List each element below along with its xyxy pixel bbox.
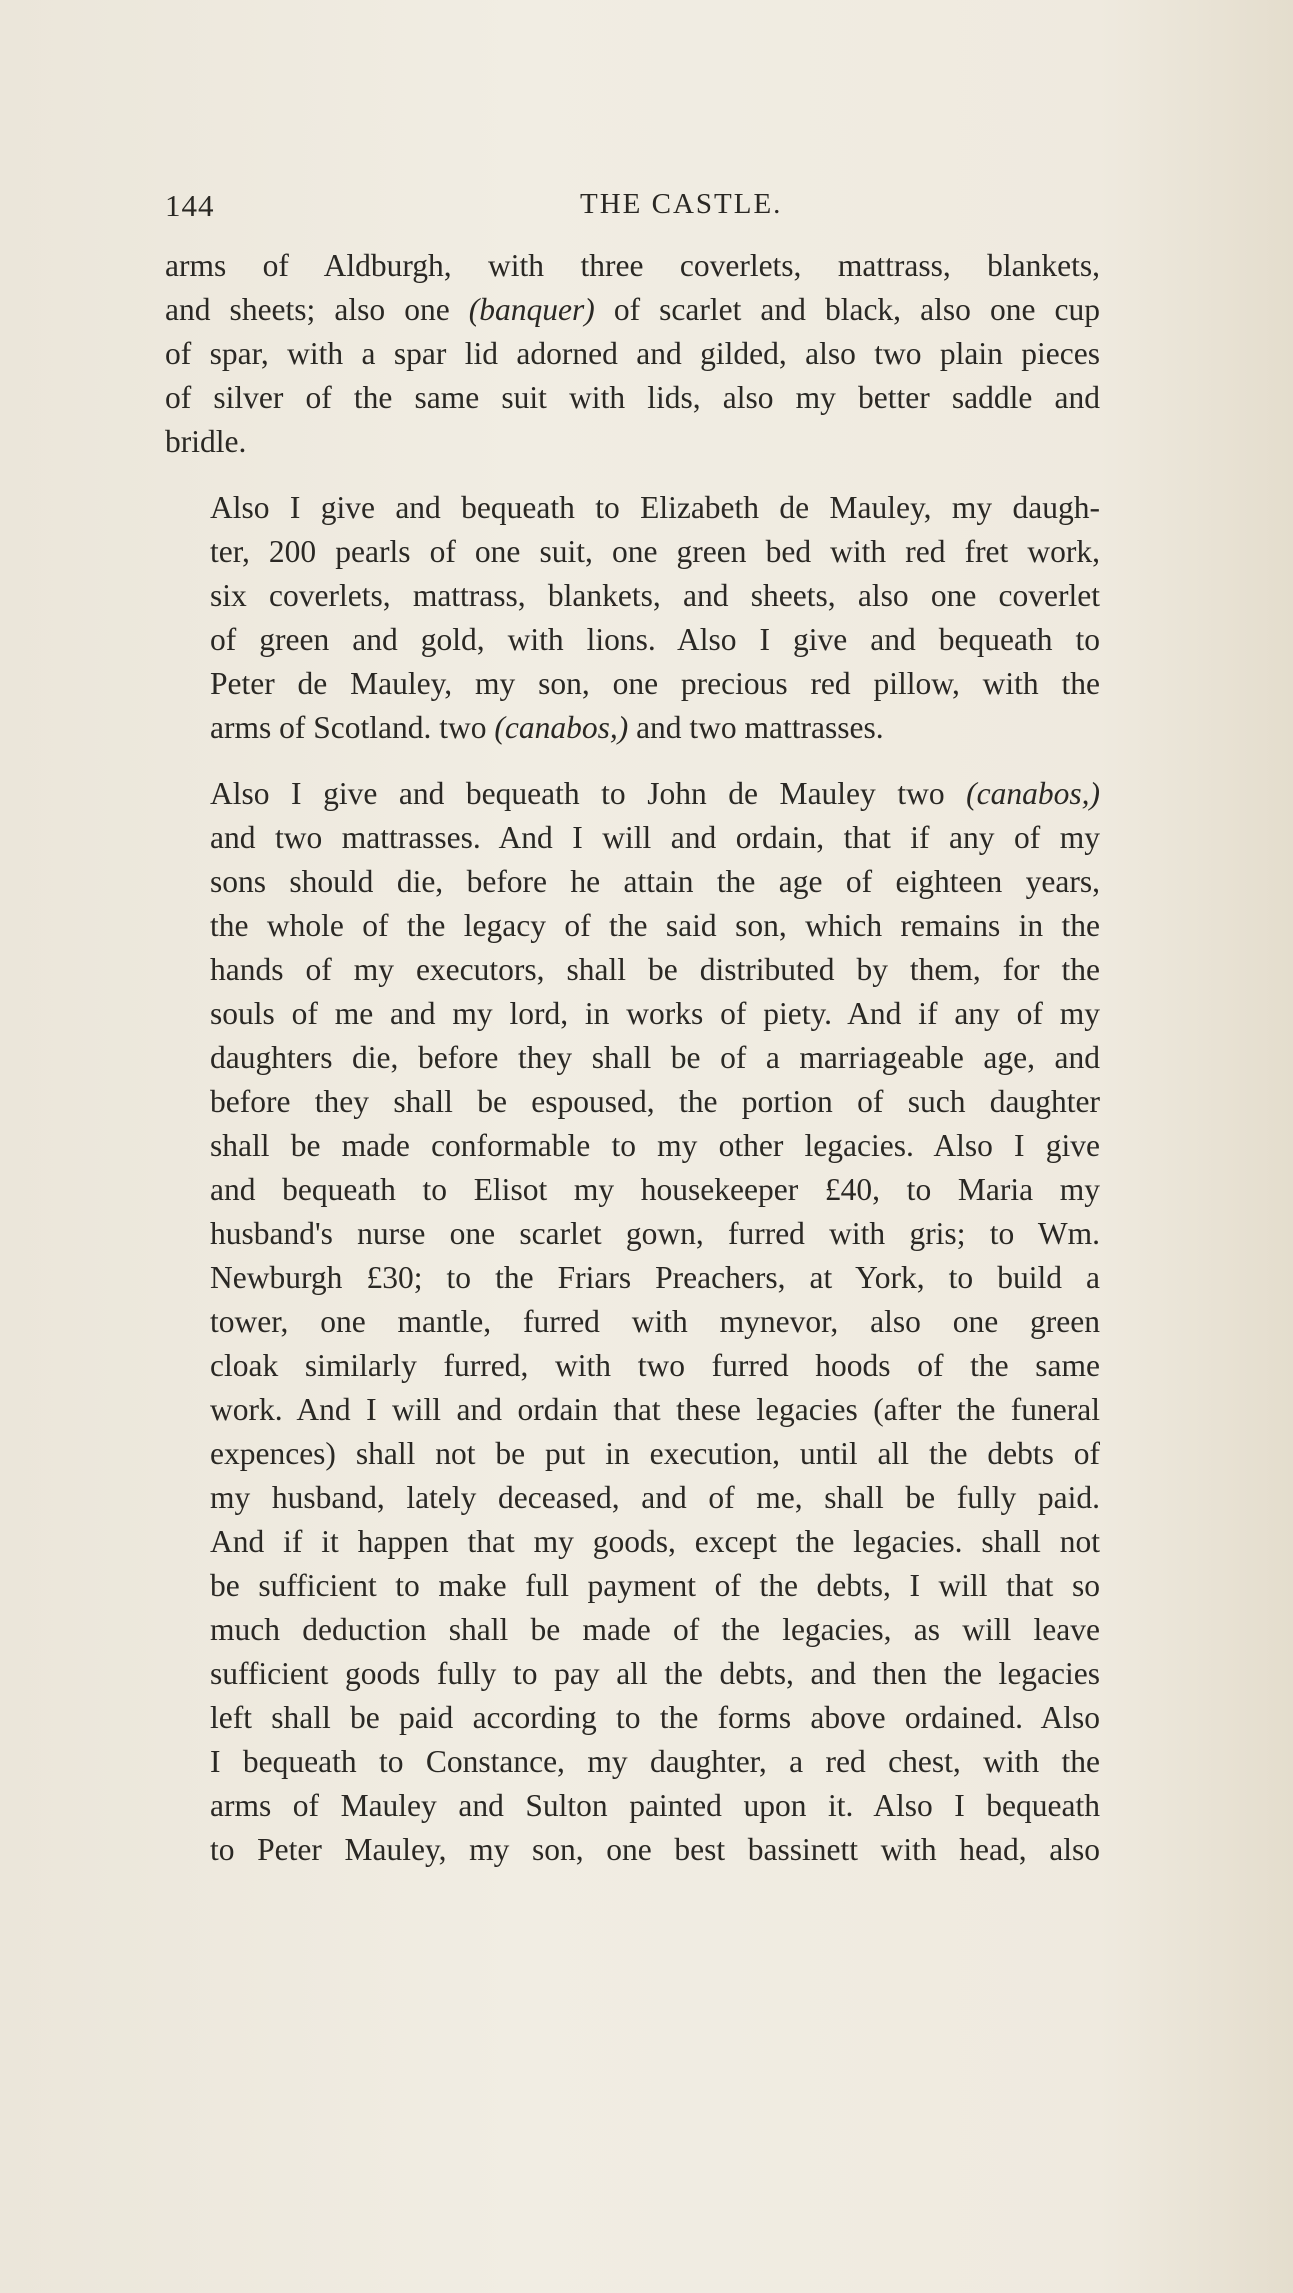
text-line: tower, one mantle, furred with mynevor, also one green bbox=[210, 1304, 1100, 1339]
text-line: before they shall be espoused, the portion of such daughter bbox=[210, 1084, 1100, 1119]
text-line: much deduction shall be made of the legacies, as will leave bbox=[210, 1612, 1100, 1647]
text-line: sons should die, before he attain the age of eighteen years, bbox=[210, 864, 1100, 899]
page-number: 144 bbox=[165, 188, 215, 223]
text-line: expences) shall not be put in execution, until all the debts of bbox=[210, 1436, 1100, 1471]
text-line: the whole of the legacy of the said son, which remains in the bbox=[210, 908, 1100, 943]
text-line: arms of Mauley and Sulton painted upon it. Also I bequeath bbox=[210, 1788, 1100, 1823]
text-line: my husband, lately deceased, and of me, shall be fully paid. bbox=[210, 1480, 1100, 1515]
paragraph-2 bbox=[165, 486, 1100, 750]
text-line: hands of my executors, shall be distributed by them, for the bbox=[210, 952, 1100, 987]
text-line: and sheets; also one (banquer) of scarlet and black, also one cup bbox=[165, 292, 1100, 327]
text-line: ter, 200 pearls of one suit, one green bed with red fret work, bbox=[210, 534, 1100, 569]
text-line: Also I give and bequeath to John de Mauley two (canabos,) bbox=[210, 776, 1100, 811]
text-line: six coverlets, mattrass, blankets, and sheets, also one coverlet bbox=[210, 578, 1100, 613]
text-line: I bequeath to Constance, my daughter, a red chest, with the bbox=[210, 1744, 1100, 1779]
text-line: arms of Scotland. two (canabos,) and two mattrasses. bbox=[210, 710, 884, 745]
text-line: And if it happen that my goods, except the legacies. shall not bbox=[210, 1524, 1100, 1559]
text-line: Newburgh £30; to the Friars Preachers, at York, to build a bbox=[210, 1260, 1100, 1295]
text-line: souls of me and my lord, in works of piety. And if any of my bbox=[210, 996, 1100, 1031]
text-line: left shall be paid according to the forms above ordained. Also bbox=[210, 1700, 1100, 1735]
text-line: bridle. bbox=[165, 424, 247, 459]
paragraph-1 bbox=[165, 244, 1100, 464]
text-line: husband's nurse one scarlet gown, furred with gris; to Wm. bbox=[210, 1216, 1100, 1251]
body-text bbox=[165, 244, 1100, 1872]
text-line: cloak similarly furred, with two furred hoods of the same bbox=[210, 1348, 1100, 1383]
text-line: and two mattrasses. And I will and ordain, that if any of my bbox=[210, 820, 1100, 855]
text-line: Also I give and bequeath to Elizabeth de Mauley, my daugh- bbox=[210, 490, 1100, 525]
text-line: shall be made conformable to my other legacies. Also I give bbox=[210, 1128, 1100, 1163]
text-line: to Peter Mauley, my son, one best bassinett with head, also bbox=[210, 1832, 1100, 1867]
text-line: be sufficient to make full payment of the debts, I will that so bbox=[210, 1568, 1100, 1603]
text-line: Peter de Mauley, my son, one precious red pillow, with the bbox=[210, 666, 1100, 701]
text-line: work. And I will and ordain that these legacies (after the funeral bbox=[210, 1392, 1100, 1427]
text-line: daughters die, before they shall be of a marriageable age, and bbox=[210, 1040, 1100, 1075]
paragraph-3 bbox=[165, 772, 1100, 1872]
running-title: THE CASTLE. bbox=[580, 188, 783, 220]
running-head bbox=[165, 188, 1105, 228]
text-line: and bequeath to Elisot my housekeeper £40, to Maria my bbox=[210, 1172, 1100, 1207]
text-line: arms of Aldburgh, with three coverlets, mattrass, blankets, bbox=[165, 248, 1100, 283]
text-line: sufficient goods fully to pay all the debts, and then the legacies bbox=[210, 1656, 1100, 1691]
text-line: of spar, with a spar lid adorned and gilded, also two plain pieces bbox=[165, 336, 1100, 371]
text-line: of silver of the same suit with lids, also my better saddle and bbox=[165, 380, 1100, 415]
text-line: of green and gold, with lions. Also I give and bequeath to bbox=[210, 622, 1100, 657]
